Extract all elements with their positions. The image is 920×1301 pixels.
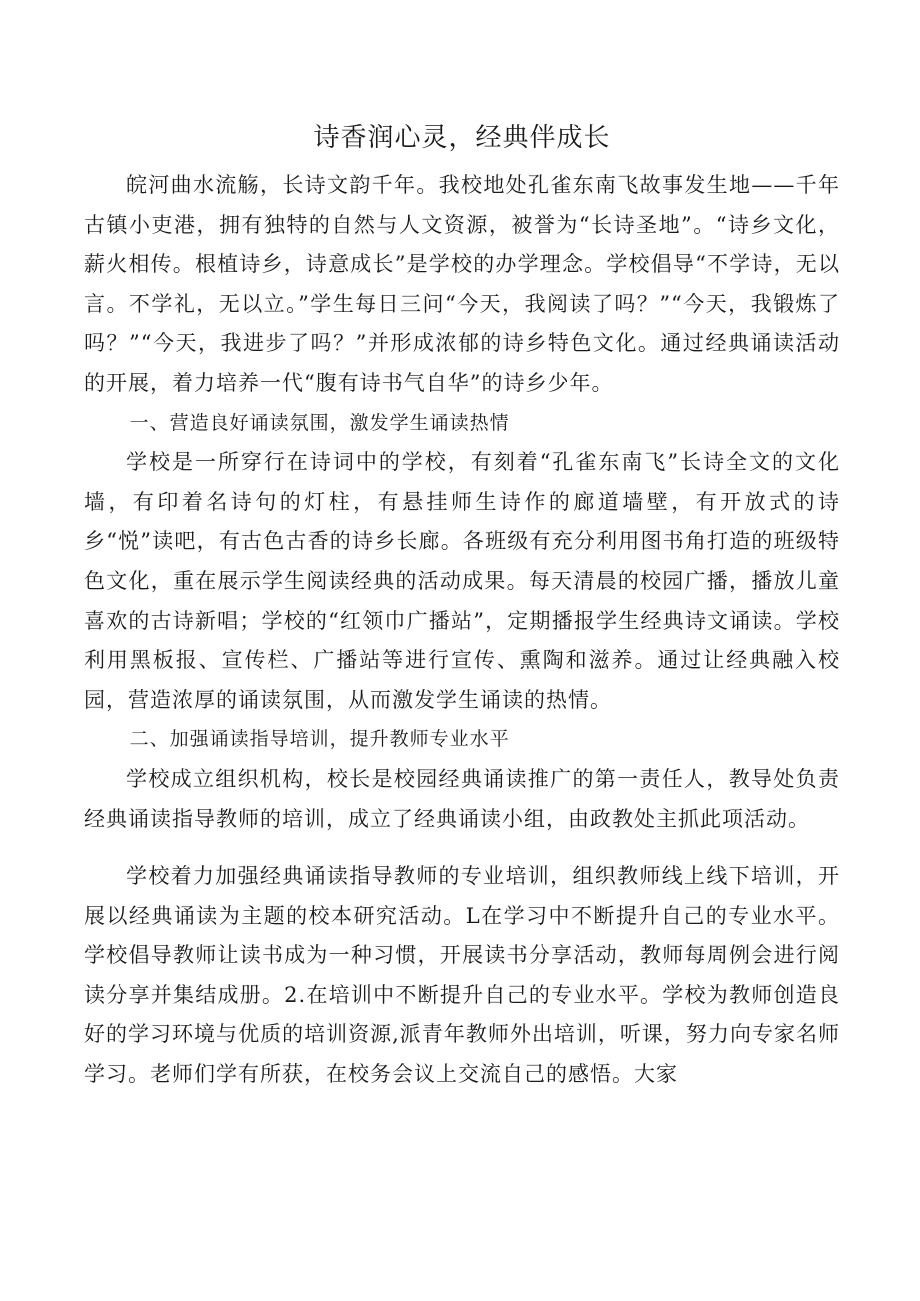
intro-paragraph: 皖河曲水流觞，长诗文韵千年。我校地处孔雀东南飞故事发生地——千年古镇小吏港，拥有独特的自然与人文资源，被誉为“长诗圣地”。“诗乡文化，薪火相传。根植诗乡，诗意成长”是学校的办学理念。学校倡导“不学诗，无以言。不学礼，无以立。”学生每日三问“今天，我阅读了吗？”“今天，我锻炼了吗？”“今天，我进步了吗？”并形成浓郁的诗乡特色文化。通过经典诵读活动的开展，着力培养一代“腹有诗书气自华”的诗乡少年。 xyxy=(84,173,840,395)
section-1-paragraph: 学校是一所穿行在诗词中的学校，有刻着“孔雀东南飞”长诗全文的文化墙，有印着名诗句的灯柱，有悬挂师生诗作的廊道墙壁，有开放式的诗乡“悦”读吧，有古色古香的诗乡长廊。各班级有充分利用图书角打造的班级特色文化，重在展示学生阅读经典的活动成果。每天清晨的校园广播，播放儿童喜欢的古诗新唱；学校的“红领巾广播站”，定期播报学生经典诗文诵读。学校利用黑板报、宣传栏、广播站等进行宣传、熏陶和滋养。通过让经典融入校园，营造浓厚的诵读氛围，从而激发学生诵读的热情。 xyxy=(84,450,840,712)
section-heading-1: 一、营造良好诵读氛围，激发学生诵读热情 xyxy=(129,411,510,434)
paragraph-gap xyxy=(84,839,840,857)
section-heading-2: 二、加强诵读指导培训，提升教师专业水平 xyxy=(129,728,510,751)
section-2-paragraph-2: 学校着力加强经典诵读指导教师的专业培训，组织教师线上线下培训，开展以经典诵读为主题的校本研究活动。L在学习中不断提升自己的专业水平。学校倡导教师让读书成为一种习惯，开展读书分享活动，教师每周例会进行阅读分享并集结成册。2.在培训中不断提升自己的专业水平。学校为教师创造良好的学习环境与优质的培训资源,派青年教师外出培训，听课，努力向专家名师学习。老师们学有所获，在校务会议上交流自己的感悟。大家 xyxy=(84,864,840,1087)
section-2-paragraph-1: 学校成立组织机构，校长是校园经典诵读推广的第一责任人，教导处负责经典诵读指导教师的培训，成立了经典诵读小组，由政教处主抓此项活动。 xyxy=(84,766,840,831)
document-title: 诗香润心灵，经典伴成长 xyxy=(313,123,611,153)
document-page xyxy=(84,118,840,1095)
